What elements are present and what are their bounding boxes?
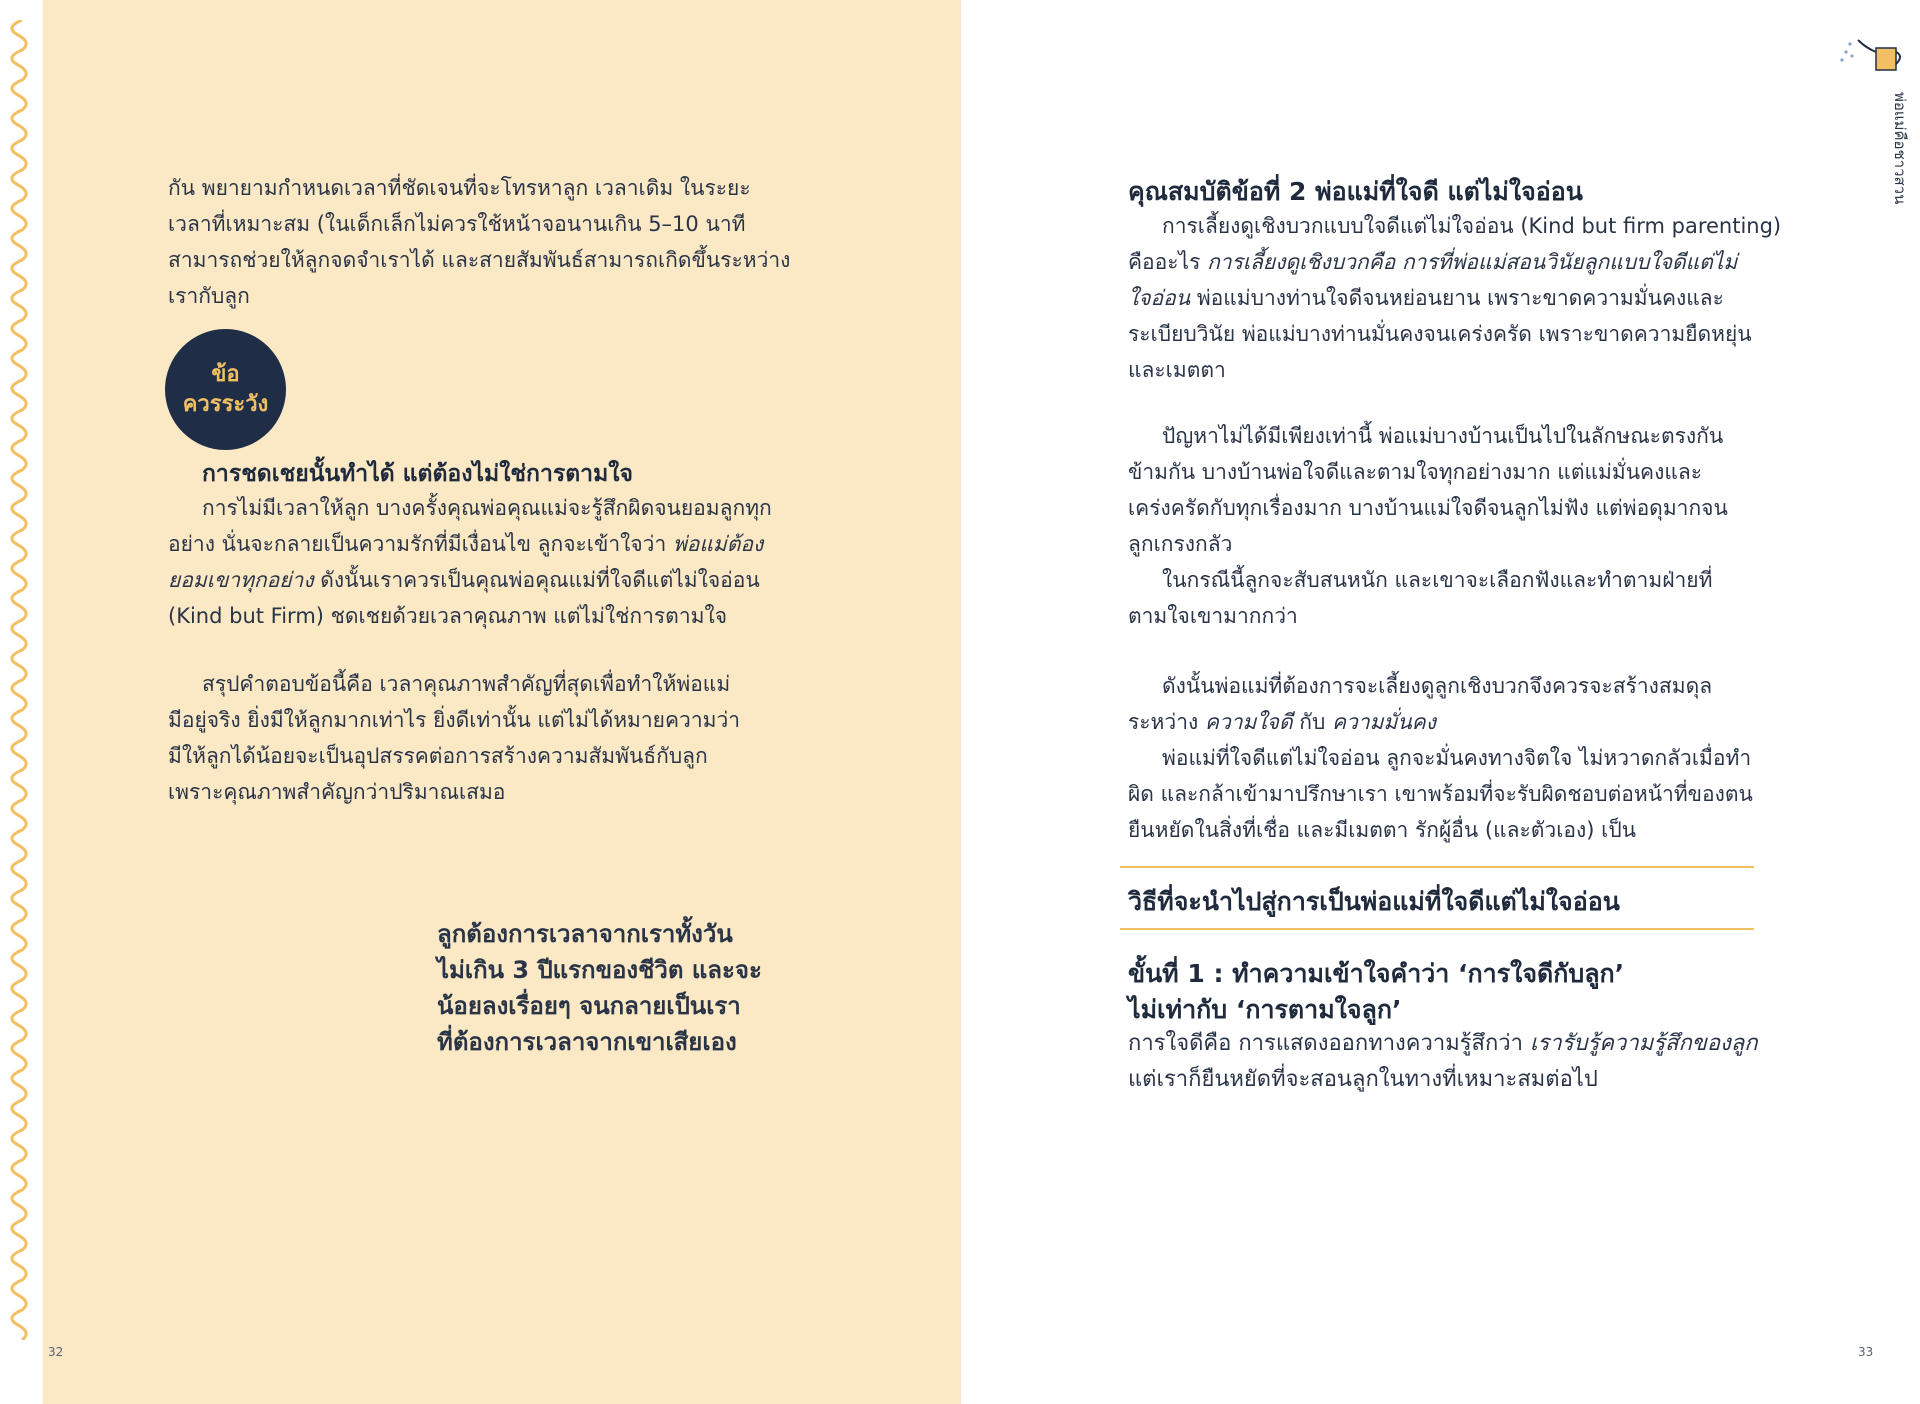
text-line: ยืนหยัดในสิ่งที่เชื่อ และมีเมตตา รักผู้อื่น (และตัวเอง) เป็น xyxy=(1128,818,1636,842)
step1-heading xyxy=(1128,956,1624,1028)
text-line xyxy=(1128,1026,1758,1062)
text-span: คืออะไร xyxy=(1128,250,1208,274)
text-line: มีให้ลูกได้น้อยจะเป็นอุปสรรคต่อการสร้างความสัมพันธ์กับลูก xyxy=(168,744,708,768)
right-paragraph-2 xyxy=(1128,418,1728,634)
text-span: การใจดีคือ การแสดงออกทางความรู้สึกว่า xyxy=(1128,1031,1530,1056)
text-line: เคร่งครัดกับทุกเรื่องมาก บางบ้านแม่ใจดีจนลูกไม่ฟัง แต่พ่อดุมากจน xyxy=(1128,496,1728,520)
text-line: (Kind but Firm) ชดเชยด้วยเวลาคุณภาพ แต่ไม่ใช่การตามใจ xyxy=(168,604,728,628)
heading-line: ไม่เท่ากับ ‘การตามใจลูก’ xyxy=(1128,995,1402,1024)
italic-span: การเลี้ยงดูเชิงบวกคือ การที่พ่อแม่สอนวินัยลูกแบบใจดีแต่ไม่ xyxy=(1207,250,1738,274)
right-paragraph-1 xyxy=(1128,208,1781,388)
text-line: ระเบียบวินัย พ่อแม่บางท่านมั่นคงจนเคร่งครัด เพราะขาดความยืดหยุ่น xyxy=(1128,322,1752,346)
caution-badge xyxy=(165,329,286,450)
section-heading: วิธีที่จะนำไปสู่การเป็นพ่อแม่ที่ใจดีแต่ไม่ใจอ่อน xyxy=(1128,887,1620,916)
section-rule-bottom xyxy=(1120,928,1754,930)
book-side-title: พ่อแม่คือชาวสวน xyxy=(1891,92,1909,205)
text-line: ในกรณีนี้ลูกจะสับสนหนัก และเขาจะเลือกฟังและทำตามฝ่ายที่ xyxy=(1162,568,1713,592)
text-line xyxy=(168,526,772,562)
text-line: ดังนั้นพ่อแม่ที่ต้องการจะเลี้ยงดูลูกเชิงบวกจึงควรจะสร้างสมดุล xyxy=(1162,674,1713,698)
squiggle-border xyxy=(0,20,43,1340)
text-line: ลูกเกรงกลัว xyxy=(1128,532,1233,556)
quote-line: น้อยลงเรื่อยๆ จนกลายเป็นเรา xyxy=(437,992,741,1020)
watering-can-icon xyxy=(1836,30,1906,80)
text-line: ข้ามกัน บางบ้านพ่อใจดีและตามใจทุกอย่างมาก แต่แม่มั่นคงและ xyxy=(1128,460,1703,484)
italic-span: ใจอ่อน xyxy=(1128,286,1191,310)
text-line: ผิด และกล้าเข้ามาปรึกษาเรา เขาพร้อมที่จะรับผิดชอบต่อหน้าที่ของตน xyxy=(1128,782,1753,806)
text-line: การเลี้ยงดูเชิงบวกแบบใจดีแต่ไม่ใจอ่อน (Kind but firm parenting) xyxy=(1162,214,1782,238)
text-line: กัน พยายามกำหนดเวลาที่ชัดเจนที่จะโทรหาลูก เวลาเดิม ในระยะ xyxy=(168,176,751,200)
summary-paragraph xyxy=(168,666,740,810)
text-line: ตามใจเขามากกว่า xyxy=(1128,604,1298,628)
text-line: สรุปคำตอบข้อนี้คือ เวลาคุณภาพสำคัญที่สุดเพื่อทำให้พ่อแม่ xyxy=(202,672,731,696)
text-line: ปัญหาไม่ได้มีเพียงเท่านี้ พ่อแม่บางบ้านเป็นไปในลักษณะตรงกัน xyxy=(1162,424,1724,448)
quote-line: ไม่เกิน 3 ปีแรกของชีวิต และจะ xyxy=(437,956,762,984)
caution-heading: การชดเชยนั้นทำได้ แต่ต้องไม่ใช่การตามใจ xyxy=(202,461,633,487)
text-line: มีอยู่จริง ยิ่งมีให้ลูกมากเท่าไร ยิ่งดีเท่านั้น แต่ไม่ได้หมายความว่า xyxy=(168,708,741,732)
text-line: แต่เราก็ยืนหยัดที่จะสอนลูกในทางที่เหมาะสมต่อไป xyxy=(1128,1067,1598,1092)
italic-span: ยอมเขาทุกอย่าง xyxy=(168,568,314,592)
italic-span: พ่อแม่ต้อง xyxy=(672,532,764,556)
text-line: เวลาที่เหมาะสม (ในเด็กเล็กไม่ควรใช้หน้าจอนานเกิน 5–10 นาที xyxy=(168,212,746,236)
right-paragraph-4 xyxy=(1128,668,1753,848)
badge-line: ควรระวัง xyxy=(182,391,269,417)
text-line: การไม่มีเวลาให้ลูก บางครั้งคุณพ่อคุณแม่จะรู้สึกผิดจนยอมลูกทุก xyxy=(202,496,772,520)
intro-paragraph xyxy=(168,170,790,314)
quote-line: ที่ต้องการเวลาจากเขาเสียเอง xyxy=(437,1028,737,1056)
heading-line: ขั้นที่ 1 : ทำความเข้าใจคำว่า ‘การใจดีกับลูก’ xyxy=(1128,959,1625,988)
text-line xyxy=(1128,280,1781,316)
badge-line: ข้อ xyxy=(211,361,240,387)
text-line: สามารถช่วยให้ลูกจดจำเราได้ และสายสัมพันธ์สามารถเกิดขึ้นระหว่าง xyxy=(168,248,791,272)
text-line: เพราะคุณภาพสำคัญกว่าปริมาณเสมอ xyxy=(168,780,506,804)
text-span: พ่อแม่บางท่านใจดีจนหย่อนยาน เพราะขาดความมั่นคงและ xyxy=(1190,286,1724,310)
caution-paragraph xyxy=(168,490,772,634)
italic-span: ความมั่นคง xyxy=(1332,710,1436,734)
page-number-left: 32 xyxy=(48,1345,64,1359)
right-page-heading: คุณสมบัติข้อที่ 2 พ่อแม่ที่ใจดี แต่ไม่ใจอ่อน xyxy=(1128,177,1583,206)
text-line: และเมตตา xyxy=(1128,358,1226,382)
text-span: กับ xyxy=(1292,710,1332,734)
italic-span: ความใจดี xyxy=(1204,710,1293,734)
section-rule-top xyxy=(1120,866,1754,868)
text-line: พ่อแม่ที่ใจดีแต่ไม่ใจอ่อน ลูกจะมั่นคงทางจิตใจ ไม่หวาดกลัวเมื่อทำ xyxy=(1162,746,1752,770)
step1-paragraph xyxy=(1128,1026,1758,1098)
text-line xyxy=(168,562,772,598)
text-line: เรากับลูก xyxy=(168,284,250,308)
quote-line: ลูกต้องการเวลาจากเราทั้งวัน xyxy=(437,920,733,948)
text-line xyxy=(1128,704,1753,740)
text-span: ดังนั้นเราควรเป็นคุณพ่อคุณแม่ที่ใจดีแต่ไม่ใจอ่อน xyxy=(313,568,760,592)
text-span: อย่าง นั่นจะกลายเป็นความรักที่มีเงื่อนไข ลูกจะเข้าใจว่า xyxy=(168,532,673,556)
page-number-right: 33 xyxy=(1858,1345,1874,1359)
pull-quote xyxy=(437,916,762,1060)
text-span: ระหว่าง xyxy=(1128,710,1205,734)
text-line xyxy=(1128,244,1781,280)
italic-span: เรารับรู้ความรู้สึกของลูก xyxy=(1530,1031,1758,1056)
